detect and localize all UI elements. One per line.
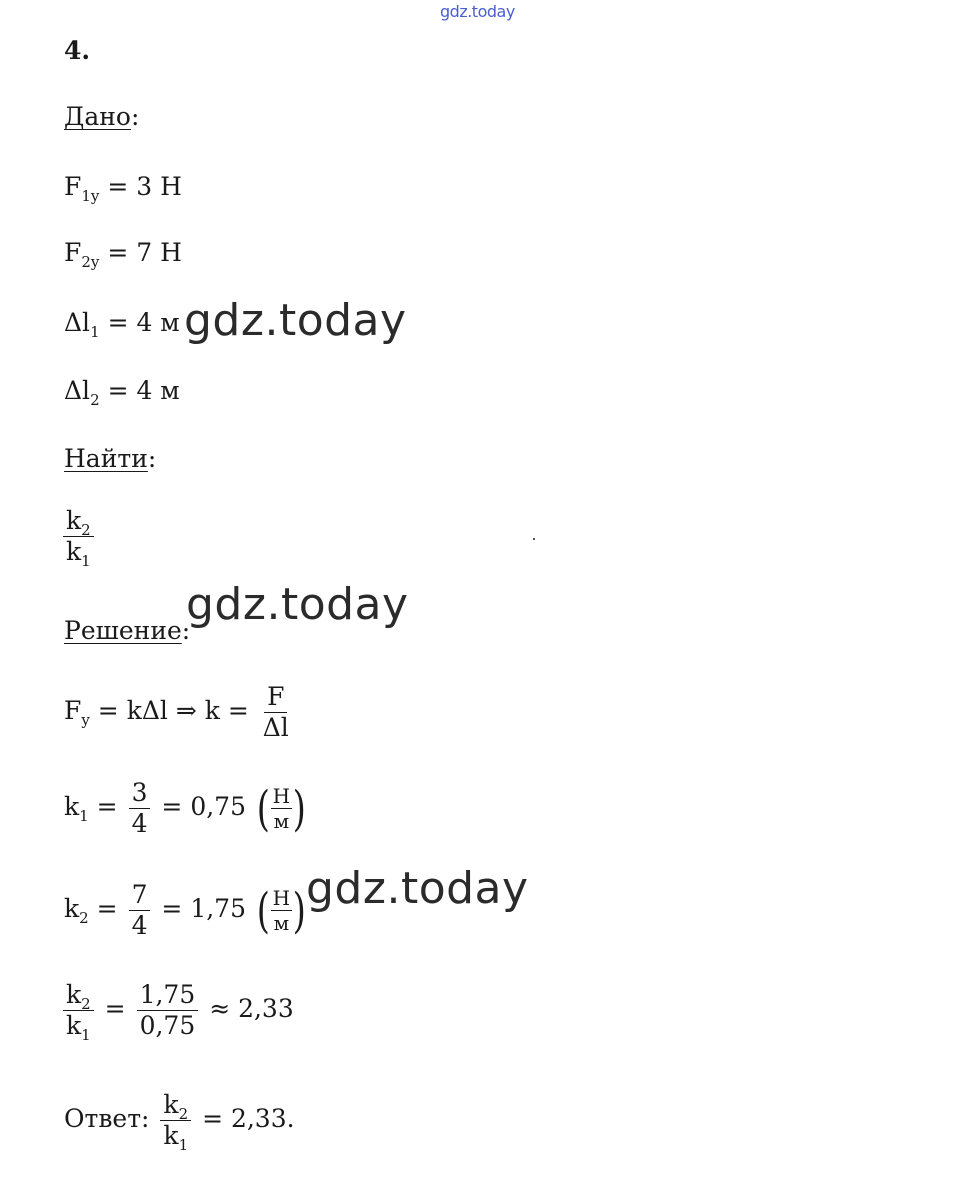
k2-fraction <box>129 880 151 941</box>
stray-dot <box>533 538 535 540</box>
find-fraction <box>60 506 97 570</box>
find-colon: : <box>147 444 157 473</box>
k1-unit-fraction <box>271 784 292 833</box>
k1-value: = 0,75 <box>161 792 246 821</box>
solution-heading-text: Решение <box>64 616 182 645</box>
given-f2 <box>64 238 182 271</box>
k1-right-paren: ) <box>292 780 307 837</box>
given-colon: : <box>130 102 140 131</box>
k2-left-paren: ( <box>256 882 270 939</box>
hooke-lhs: F <box>64 696 82 725</box>
watermark-mark-3: gdz.today <box>306 863 529 914</box>
k2-over-k1-fraction <box>63 506 94 570</box>
k2-den: 4 <box>131 911 148 940</box>
answer-num-subscript: 2 <box>178 1105 189 1123</box>
given-dl1 <box>64 308 180 341</box>
ratio-lhs-fraction <box>63 980 94 1044</box>
k2-equals: = <box>96 894 118 923</box>
dl1-value: = 4 м <box>107 308 180 337</box>
k2-unit-fraction <box>271 886 292 935</box>
hooke-lhs-subscript: y <box>81 711 90 729</box>
dl2-subscript: 2 <box>90 391 100 409</box>
answer-fraction <box>160 1090 191 1154</box>
dl1-symbol: Δl <box>64 308 91 337</box>
k1-lhs: k <box>64 792 80 821</box>
ratio-equals: = <box>104 994 126 1023</box>
watermark-mark-2: gdz.today <box>186 579 409 630</box>
f2-subscript: 2y <box>81 253 100 271</box>
hooke-den: Δl <box>262 713 289 742</box>
f1-subscript: 1y <box>81 187 100 205</box>
answer-label: Ответ: <box>64 1104 150 1133</box>
k2-equation <box>64 880 309 941</box>
ratio-value-num: 1,75 <box>137 980 199 1011</box>
k2-unit-den: м <box>273 911 290 935</box>
ratio-lhs-num <box>63 980 94 1011</box>
k2-right-paren: ) <box>292 882 307 939</box>
watermark-top: gdz.today <box>440 2 515 21</box>
solution-colon: : <box>181 616 191 645</box>
k1-equals: = <box>96 792 118 821</box>
ratio-den-symbol: k <box>66 1011 82 1040</box>
given-dl2 <box>64 376 180 409</box>
hooke-num: F <box>264 682 287 713</box>
ratio-values-fraction <box>137 980 199 1041</box>
f1-value: = 3 Н <box>107 172 182 201</box>
f1-symbol: F <box>64 172 82 201</box>
ratio-lhs-den <box>63 1011 94 1044</box>
k2-lhs-subscript: 2 <box>79 909 89 927</box>
dl2-symbol: Δl <box>64 376 91 405</box>
fraction-denominator <box>63 537 94 570</box>
num-symbol: k <box>66 506 82 535</box>
solution-heading <box>64 616 190 646</box>
given-heading <box>64 102 139 132</box>
f-over-dl-fraction <box>260 682 292 743</box>
ratio-equation <box>60 980 294 1044</box>
answer-den <box>160 1121 191 1154</box>
given-f1 <box>64 172 182 205</box>
watermark-mark-1: gdz.today <box>184 295 407 346</box>
num-subscript: 2 <box>81 521 91 539</box>
answer-num-symbol: k <box>163 1090 179 1119</box>
k1-unit-num: Н <box>272 784 291 808</box>
k1-den: 4 <box>131 809 148 838</box>
ratio-result: ≈ 2,33 <box>209 994 294 1023</box>
k1-left-paren: ( <box>256 780 270 837</box>
k2-unit-num: Н <box>272 886 291 910</box>
problem-number: 4. <box>64 36 91 65</box>
fraction-numerator <box>63 506 94 537</box>
k1-unit-den: м <box>273 809 290 833</box>
k2-num: 7 <box>129 880 151 911</box>
answer-line <box>64 1090 295 1154</box>
ratio-num-symbol: k <box>66 980 82 1009</box>
k1-num: 3 <box>129 778 151 809</box>
k1-lhs-subscript: 1 <box>79 807 89 825</box>
k1-equation <box>64 778 309 839</box>
dl1-subscript: 1 <box>90 323 100 341</box>
answer-den-symbol: k <box>163 1121 179 1150</box>
k2-value: = 1,75 <box>161 894 246 923</box>
answer-num <box>160 1090 191 1121</box>
ratio-den-subscript: 1 <box>81 1026 91 1044</box>
ratio-value-den: 0,75 <box>139 1011 196 1040</box>
f2-symbol: F <box>64 238 82 267</box>
k1-fraction <box>129 778 151 839</box>
find-heading-text: Найти <box>64 444 148 473</box>
given-heading-text: Дано <box>64 102 131 131</box>
find-heading <box>64 444 156 474</box>
dl2-value: = 4 м <box>107 376 180 405</box>
den-subscript: 1 <box>81 552 91 570</box>
den-symbol: k <box>66 537 82 566</box>
f2-value: = 7 Н <box>107 238 182 267</box>
hooke-law <box>64 682 295 743</box>
answer-den-subscript: 1 <box>178 1136 189 1154</box>
hooke-middle: = kΔl ⇒ k = <box>97 696 249 725</box>
k2-lhs: k <box>64 894 80 923</box>
answer-value: = 2,33. <box>202 1104 295 1133</box>
ratio-num-subscript: 2 <box>81 995 91 1013</box>
